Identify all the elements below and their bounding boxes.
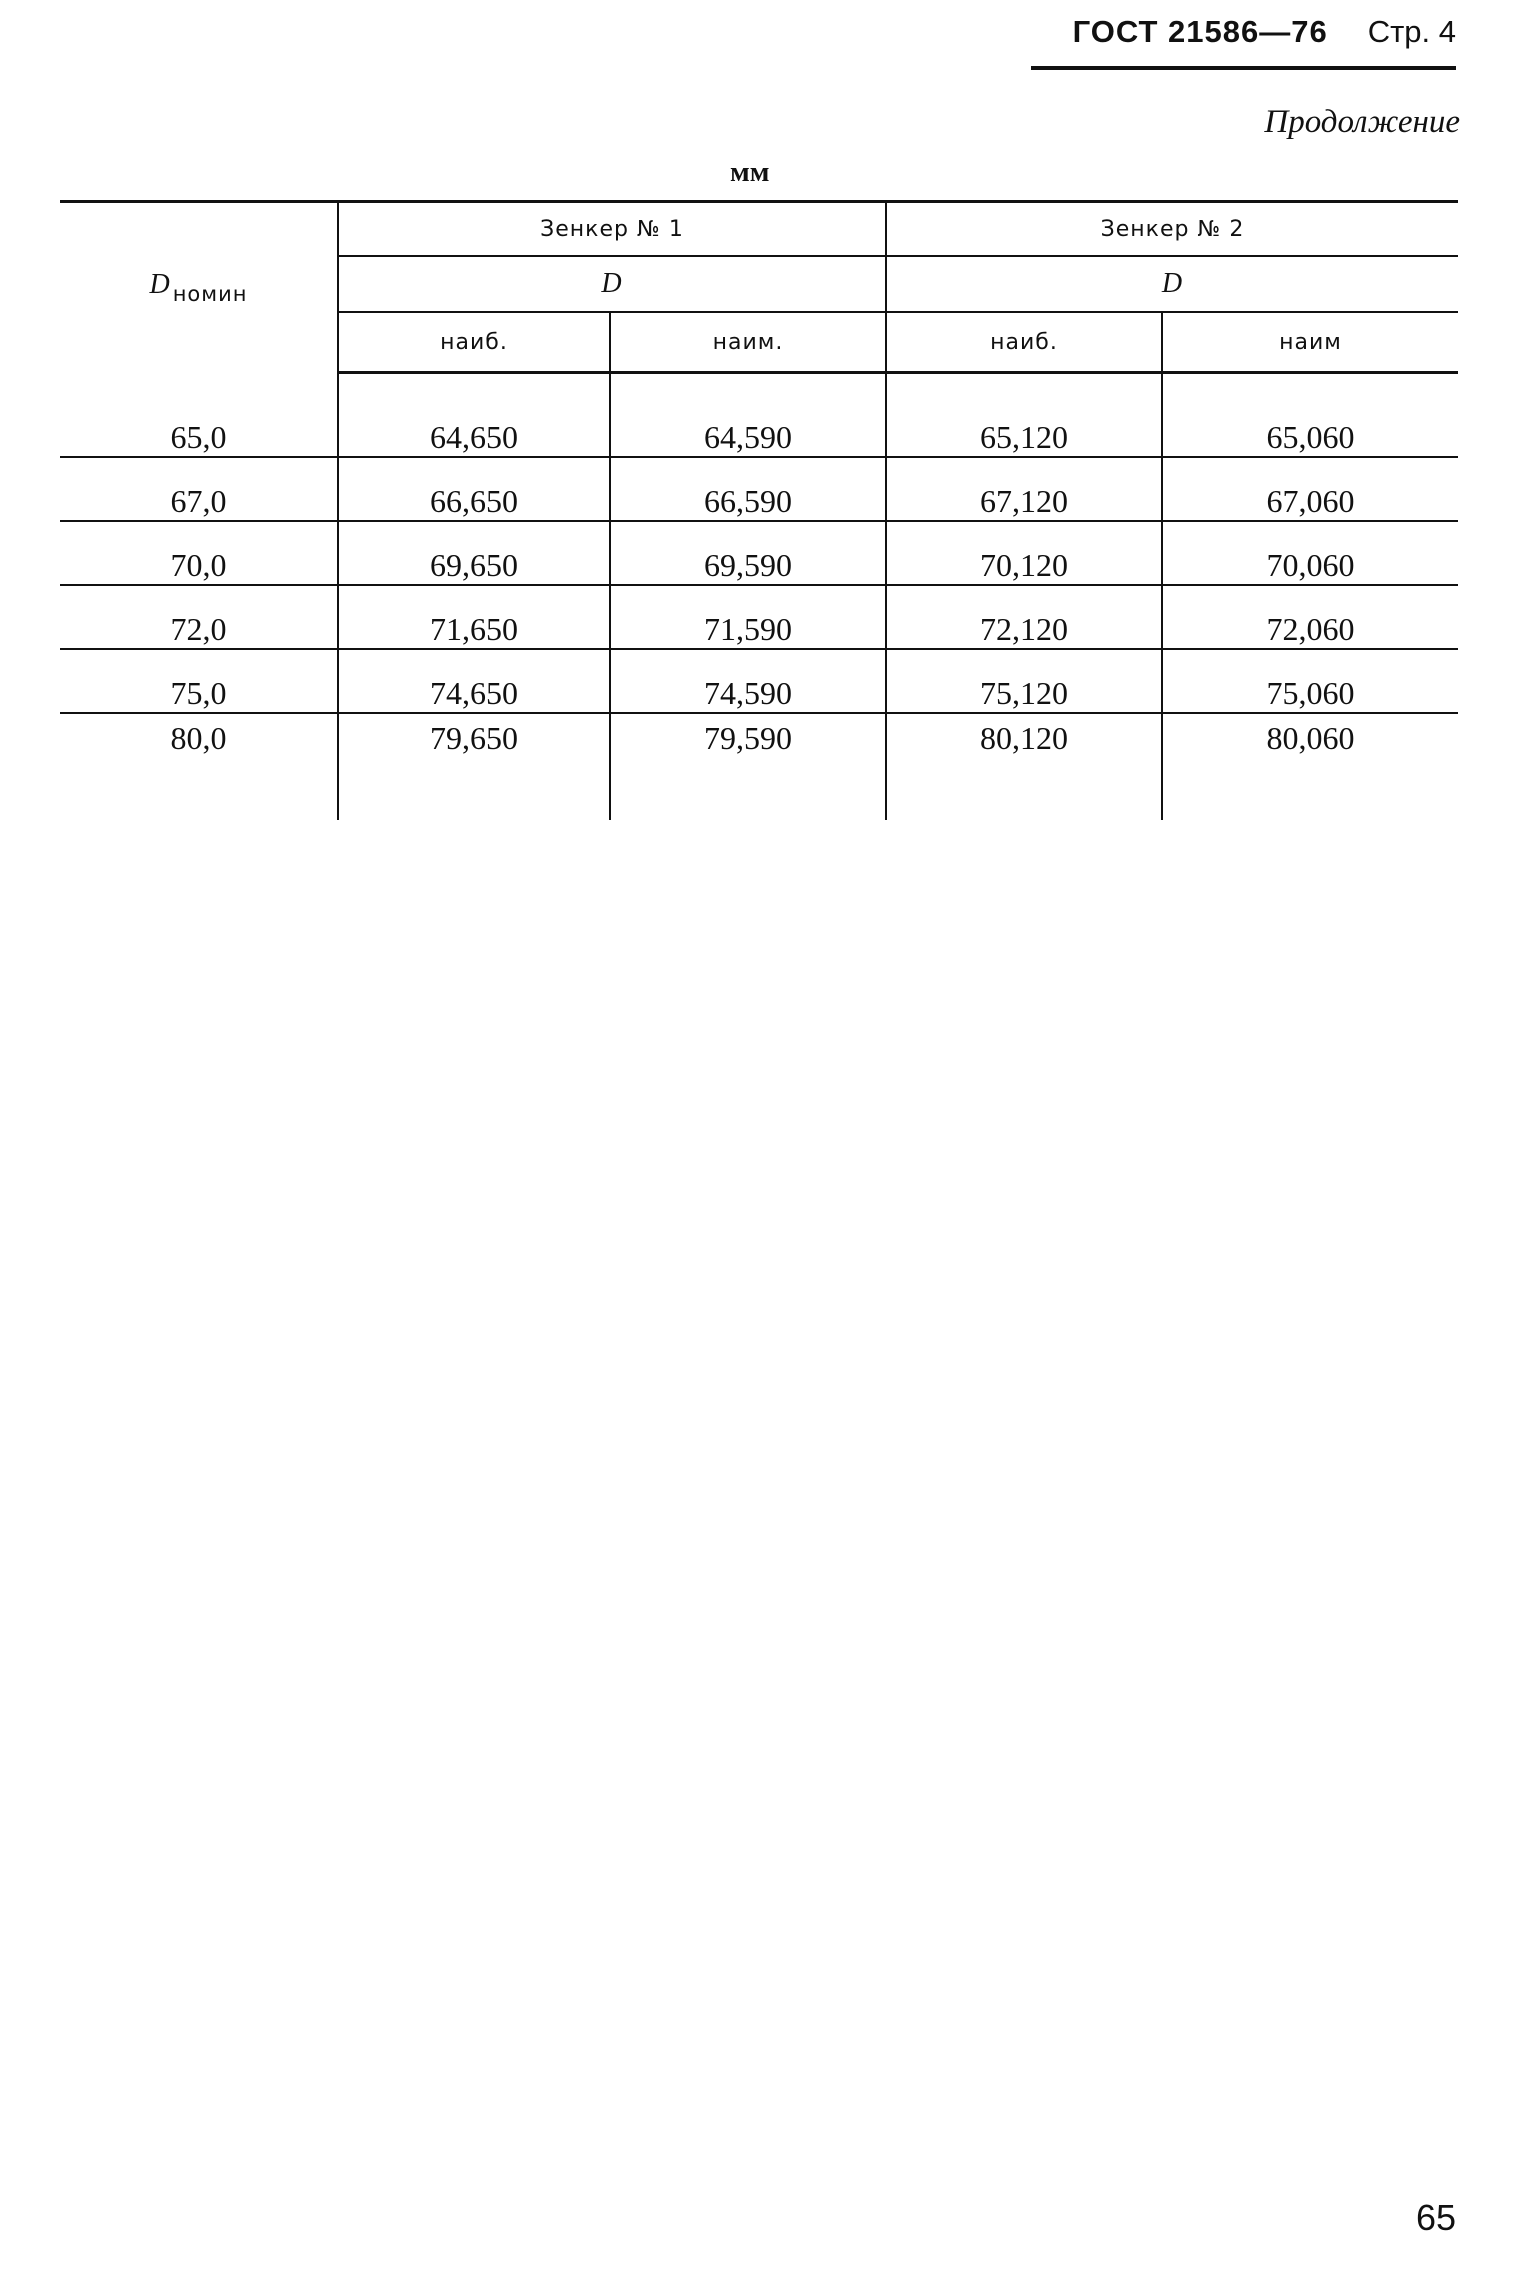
z2-min-cell: 75,060 bbox=[1162, 649, 1458, 713]
table-header bbox=[60, 202, 1458, 373]
z2-max-cell: 72,120 bbox=[886, 585, 1162, 649]
nominal-cell: 75,0 bbox=[60, 649, 338, 713]
z1-min-cell: 64,590 bbox=[610, 373, 886, 458]
z1-min-cell: 79,590 bbox=[610, 713, 886, 820]
table-row bbox=[60, 457, 1458, 521]
min-2-header: наим bbox=[1162, 312, 1458, 373]
table-row bbox=[60, 713, 1458, 820]
header-rule bbox=[1031, 66, 1456, 70]
z1-max-cell: 74,650 bbox=[338, 649, 610, 713]
table-row bbox=[60, 373, 1458, 458]
z2-max-cell: 80,120 bbox=[886, 713, 1162, 820]
z2-max-cell: 67,120 bbox=[886, 457, 1162, 521]
z1-min-cell: 71,590 bbox=[610, 585, 886, 649]
z1-min-cell: 66,590 bbox=[610, 457, 886, 521]
diameter-2-header: D bbox=[886, 256, 1458, 312]
running-header bbox=[1073, 14, 1456, 50]
z1-min-cell: 74,590 bbox=[610, 649, 886, 713]
z1-max-cell: 64,650 bbox=[338, 373, 610, 458]
continuation-label: Продолжение bbox=[1264, 104, 1460, 140]
max-2-header: наиб. bbox=[886, 312, 1162, 373]
page-label: Стр. 4 bbox=[1367, 14, 1456, 49]
diameter-1-header: D bbox=[338, 256, 886, 312]
table-row bbox=[60, 585, 1458, 649]
table-row bbox=[60, 649, 1458, 713]
min-1-header: наим. bbox=[610, 312, 886, 373]
nominal-diameter-header: $D_{номин}$ bbox=[60, 202, 338, 373]
z2-min-cell: 72,060 bbox=[1162, 585, 1458, 649]
max-1-header: наиб. bbox=[338, 312, 610, 373]
z1-max-cell: 66,650 bbox=[338, 457, 610, 521]
z2-max-cell: 70,120 bbox=[886, 521, 1162, 585]
z2-min-cell: 65,060 bbox=[1162, 373, 1458, 458]
z2-max-cell: 75,120 bbox=[886, 649, 1162, 713]
z2-max-cell: 65,120 bbox=[886, 373, 1162, 458]
countersink-2-header: Зенкер № 2 bbox=[886, 202, 1458, 257]
units-label: мм bbox=[730, 156, 770, 188]
nominal-cell: 72,0 bbox=[60, 585, 338, 649]
table-body bbox=[60, 373, 1458, 821]
z1-max-cell: 71,650 bbox=[338, 585, 610, 649]
z1-max-cell: 79,650 bbox=[338, 713, 610, 820]
page-number: 65 bbox=[1415, 2197, 1456, 2238]
z2-min-cell: 67,060 bbox=[1162, 457, 1458, 521]
dimensions-table bbox=[60, 200, 1458, 820]
z2-min-cell: 80,060 bbox=[1266, 720, 1355, 756]
countersink-1-header: Зенкер № 1 bbox=[338, 202, 886, 257]
nominal-cell: 67,0 bbox=[60, 457, 338, 521]
nominal-cell: 65,0 bbox=[60, 373, 338, 458]
nominal-cell: 80,0 bbox=[60, 713, 338, 820]
nominal-cell: 70,0 bbox=[60, 521, 338, 585]
z2-min-cell: 70,060 bbox=[1162, 521, 1458, 585]
table-row bbox=[60, 521, 1458, 585]
z1-max-cell: 69,650 bbox=[338, 521, 610, 585]
z1-min-cell: 69,590 bbox=[610, 521, 886, 585]
standard-number: ГОСТ 21586—76 bbox=[1072, 14, 1328, 49]
